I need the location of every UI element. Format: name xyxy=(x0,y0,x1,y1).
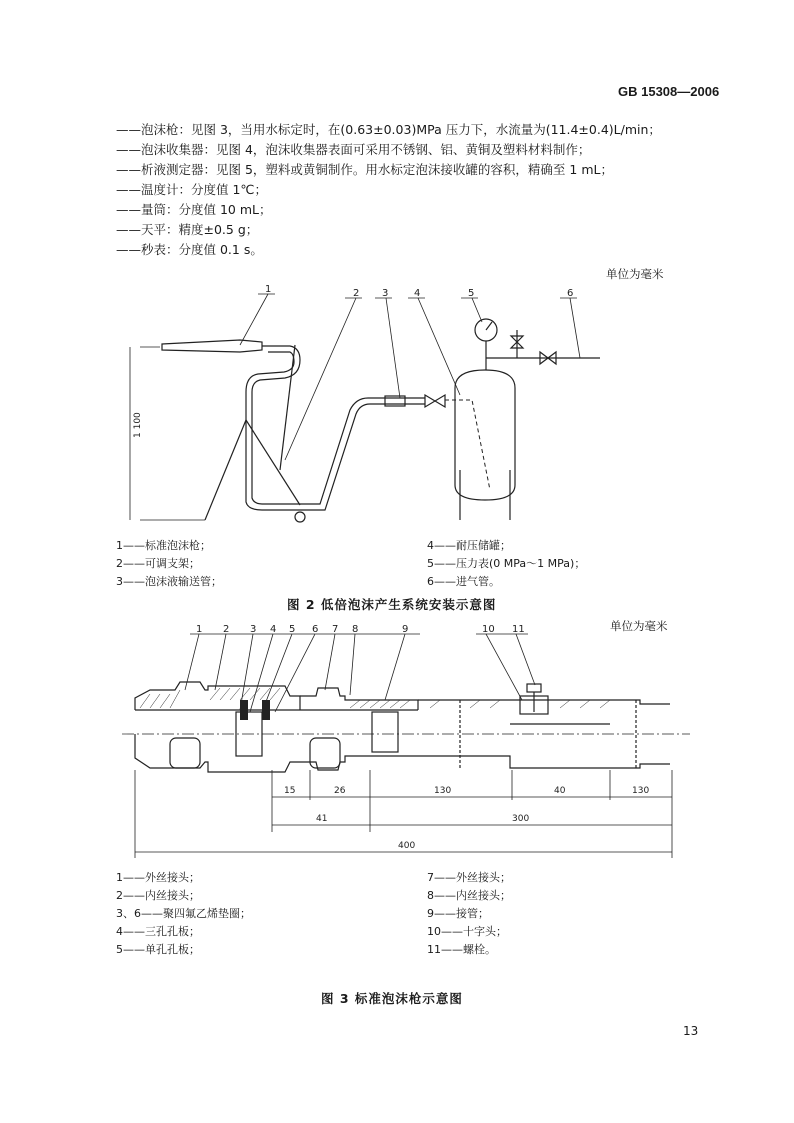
list-item: ——析液测定器：见图 5，塑料或黄铜制作。用水标定泡沫接收罐的容积，精确至 1 mL； xyxy=(116,162,613,177)
figure2-unit: 单位为毫米 xyxy=(606,267,664,281)
figure2-legend-item: 6——进气管。 xyxy=(427,575,500,588)
figure3-legend-item: 9——接管； xyxy=(427,907,489,920)
height-dimension-label: 1 100 xyxy=(133,412,143,438)
tube xyxy=(418,700,670,770)
figure3-legend-item: 7——外丝接头； xyxy=(427,871,511,884)
list-item: ——温度计：分度值 1℃； xyxy=(116,182,267,197)
figure3-callout: 3 xyxy=(250,624,257,635)
figure2-legend-item: 2——可调支架； xyxy=(116,557,200,570)
cross-head-bolt xyxy=(520,684,548,714)
dimension-label: 130 xyxy=(632,786,650,796)
figure2-callout: 1 xyxy=(265,284,272,295)
section-hatching xyxy=(140,688,410,708)
list-item: ——量筒：分度值 10 mL； xyxy=(116,202,272,217)
figure3-legend-item: 10——十字头； xyxy=(427,925,507,938)
figure2-callout: 5 xyxy=(468,288,475,299)
hex-nuts xyxy=(170,712,398,768)
figure3-callout: 5 xyxy=(289,624,296,635)
figure2-callout: 3 xyxy=(382,288,389,299)
standard-number: GB 15308—2006 xyxy=(618,84,720,99)
dimension-label: 15 xyxy=(284,786,296,796)
figure2-caption: 图 2 低倍泡沫产生系统安装示意图 xyxy=(287,597,497,612)
figure2-legend-item: 4——耐压储罐； xyxy=(427,539,511,552)
dimension-label: 26 xyxy=(334,786,346,796)
figure2-legend-item: 3——泡沫液输送管； xyxy=(116,575,222,588)
figure3-legend-item: 4——三孔孔板； xyxy=(116,925,200,938)
figure2-callout: 4 xyxy=(414,288,421,299)
dimension-label: 40 xyxy=(554,786,566,796)
figure3-callout: 1 xyxy=(196,624,203,635)
figure3-legend-item: 2——内丝接头； xyxy=(116,889,200,902)
dimension-label: 300 xyxy=(512,814,530,824)
figure3-callout: 8 xyxy=(352,624,359,635)
figure3-legend-item: 11——螺栓。 xyxy=(427,943,496,956)
figure2-legend-item: 5——压力表(0 MPa～1 MPa)； xyxy=(427,557,586,570)
figure3-callout: 6 xyxy=(312,624,319,635)
dimension-label: 41 xyxy=(316,814,328,824)
figure3-unit: 单位为毫米 xyxy=(610,619,668,633)
figure3-callout: 4 xyxy=(270,624,277,635)
list-item: ——天平：精度±0.5 g； xyxy=(116,222,259,237)
dimension-label: 400 xyxy=(398,841,416,851)
figure3-legend-item: 8——内丝接头； xyxy=(427,889,511,902)
figure3-legend-item: 5——单孔孔板； xyxy=(116,943,200,956)
figure2-callout: 2 xyxy=(353,288,360,299)
figure3-callout: 11 xyxy=(512,624,525,635)
list-item: ——泡沫枪：见图 3，当用水标定时，在(0.63±0.03)MPa 压力下，水流量为(11.4±0.4)L/min； xyxy=(116,122,661,137)
figure2-callout: 6 xyxy=(567,288,574,299)
figure3-callout: 2 xyxy=(223,624,230,635)
figure2-legend-item: 1——标准泡沫枪； xyxy=(116,539,211,552)
list-item: ——秒表：分度值 0.1 s。 xyxy=(116,242,263,257)
figure3-legend-item: 3、6——聚四氟乙烯垫圈； xyxy=(116,907,251,920)
list-item: ——泡沫收集器：见图 4，泡沫收集器表面可采用不锈钢、铝、黄铜及塑料材料制作； xyxy=(116,142,591,157)
figure3-caption: 图 3 标准泡沫枪示意图 xyxy=(321,991,463,1006)
dimension-label: 130 xyxy=(434,786,452,796)
figure3-legend-item: 1——外丝接头； xyxy=(116,871,200,884)
figure3-callout: 9 xyxy=(402,624,409,635)
page-number: 13 xyxy=(683,1024,699,1038)
figure3-callout: 10 xyxy=(482,624,495,635)
figure3-callout: 7 xyxy=(332,624,339,635)
gun-fittings xyxy=(135,682,418,772)
